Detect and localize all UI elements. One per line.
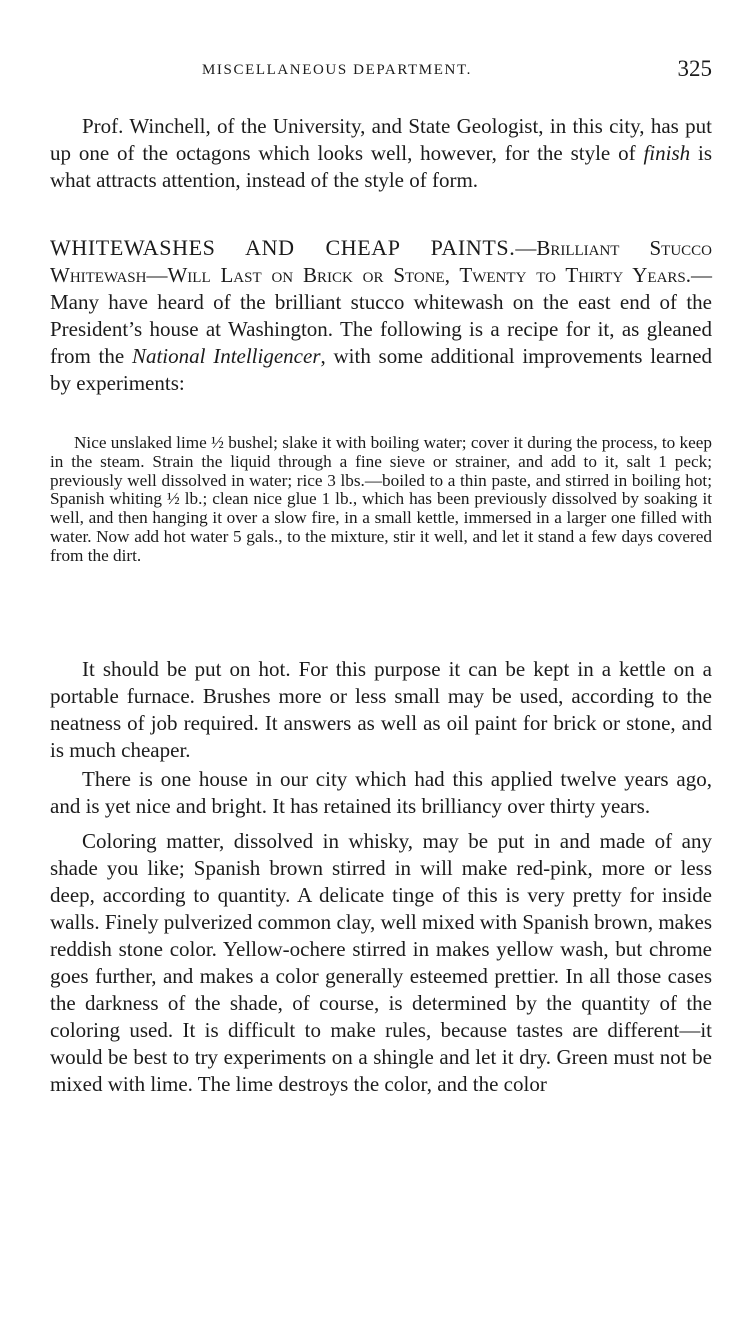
body-paragraph: It should be put on hot. For this purpose it can be kept in a kettle on a portable furnace. Brushes more or less small may be used, according to the neatness of job required. It answers as well as oil paint for brick or stone, and is much cheaper.: [50, 657, 712, 762]
recipe-text: Nice unslaked lime ½ bushel; slake it with boiling water; cover it during the process, to keep in the steam. Strain the liquid through a fine sieve or strainer, and add to it, salt 1 peck; previously well dissolved in water; rice 3 lbs.—boiled to a thin paste, and stirred in boiling hot; Spanish whiting ½ lb.; clean nice glue 1 lb., which has been previously dissolved by soaking it well, and then hanging it over a slow fire, in a small kettle, immersed in a larger one filled with water. Now add hot water 5 gals., to the mixture, stir it well, and let it stand a few days covered from the dirt.: [50, 433, 712, 565]
body-paragraph: There is one house in our city which had this applied twelve years ago, and is yet nice and bright. It has retained its brilliancy over thirty years.: [50, 767, 712, 818]
article-title: WHITEWASHES AND CHEAP PAINTS.: [50, 235, 516, 260]
intro-note: [50, 113, 712, 194]
winchell-emphasis: finish: [643, 141, 691, 165]
whitewash-article: [50, 234, 712, 397]
article-subtitle: —Brilliant Stucco Whitewash—Will Last on Brick or Stone, Twenty to Thirty Years.: [50, 236, 712, 287]
article-intro-tail: , with some additional improvements learned by experiments:: [50, 344, 713, 395]
article-intro: —Many have heard of the brilliant stucco whitewash on the east end of the President’s house at Washington. The following is a recipe for it, as gleaned from the: [50, 263, 712, 368]
book-page: [50, 0, 712, 1319]
winchell-paragraph: [50, 113, 712, 194]
winchell-text: Prof. Winchell, of the University, and State Geologist, in this city, has put up one of the octagons which looks well, however, for the style of: [50, 114, 712, 165]
recipe-block: [50, 434, 712, 566]
article-heading: [50, 234, 712, 397]
running-title: MISCELLANEOUS DEPARTMENT.: [202, 62, 472, 78]
article-body: [50, 656, 712, 1098]
running-head: [50, 58, 712, 88]
winchell-tail: is what attracts attention, instead of the style of form.: [50, 141, 713, 192]
body-paragraph: Coloring matter, dissolved in whisky, may be put in and made of any shade you like; Spanish brown stirred in will make red-pink, more or less deep, according to quantity. A delicate tinge of this is very pretty for inside walls. Finely pulverized common clay, well mixed with Spanish brown, makes reddish stone color. Yellow-ochere stirred in makes yellow wash, but chrome goes further, and makes a color generally esteemed prettier. In all those cases the darkness of the shade, of course, is determined by the quantity of the coloring used. It is difficult to make rules, because tastes are different—it would be best to try experiments on a shingle and let it dry. Green must not be mixed with lime. The lime destroys the color, and the color: [50, 829, 712, 1096]
article-source: National Intelligencer: [131, 344, 321, 368]
page-number: 325: [677, 56, 712, 81]
